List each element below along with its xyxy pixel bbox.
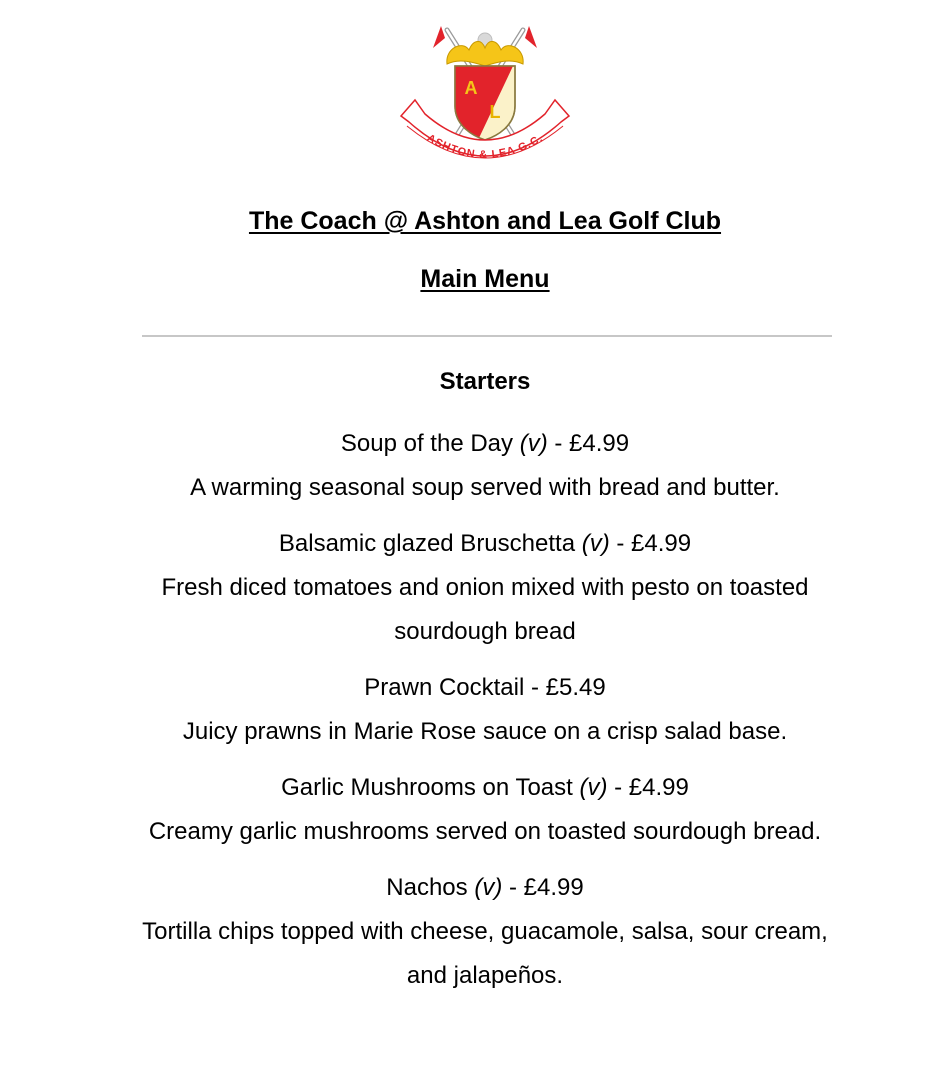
menu-item-title <box>140 766 830 810</box>
list-item <box>140 422 830 510</box>
ribbon-text: ASHTON & LEA G.C. <box>424 132 546 162</box>
list-item <box>140 766 830 854</box>
menu-item-price: - £4.99 <box>616 530 692 557</box>
menu-item-price: - £4.99 <box>554 430 630 457</box>
page-title: The Coach @ Ashton and Lea Golf Club <box>248 207 722 235</box>
menu-item-description: Fresh diced tomatoes and onion mixed with pesto on toasted sourdough bread <box>161 574 809 645</box>
menu-item-title <box>140 522 830 566</box>
vegetarian-mark: (v) <box>579 774 608 801</box>
list-item <box>140 866 830 998</box>
vegetarian-mark: (v) <box>519 430 548 457</box>
section-heading-starters: Starters <box>439 368 531 395</box>
menu-item-name: Nachos <box>386 874 468 901</box>
menu-item-description: A warming seasonal soup served with bread and butter. <box>190 474 780 501</box>
menu-item-title <box>140 666 830 710</box>
menu-item-price: - £5.49 <box>531 674 606 701</box>
menu-item-description: Creamy garlic mushrooms served on toasted sourdough bread. <box>148 818 822 845</box>
menu-item-name: Garlic Mushrooms on Toast <box>281 774 573 801</box>
club-crest-logo <box>385 18 585 186</box>
shield-icon <box>455 66 515 140</box>
menu-item-price: - £4.99 <box>614 774 689 801</box>
menu-item-price-spacer <box>524 674 531 701</box>
starters-list <box>140 422 830 1010</box>
vegetarian-mark: (v) <box>581 530 610 557</box>
menu-item-price: - £4.99 <box>508 874 584 901</box>
menu-item-title <box>140 422 830 466</box>
menu-item-name: Balsamic glazed Bruschetta <box>278 530 576 557</box>
crest-initial-l: L <box>489 102 501 122</box>
section-divider <box>142 335 832 337</box>
list-item <box>140 522 830 654</box>
menu-item-description: Tortilla chips topped with cheese, guacamole, salsa, sour cream, and jalapeños. <box>142 918 828 989</box>
menu-item-name: Soup of the Day <box>340 430 514 457</box>
list-item <box>140 666 830 754</box>
menu-title: Main Menu <box>420 265 550 293</box>
menu-item-name: Prawn Cocktail <box>364 674 525 701</box>
menu-item-title <box>140 866 830 910</box>
crest-initial-a: A <box>464 78 478 98</box>
menu-item-description: Juicy prawns in Marie Rose sauce on a crisp salad base. <box>182 718 788 745</box>
vegetarian-mark: (v) <box>474 874 503 901</box>
